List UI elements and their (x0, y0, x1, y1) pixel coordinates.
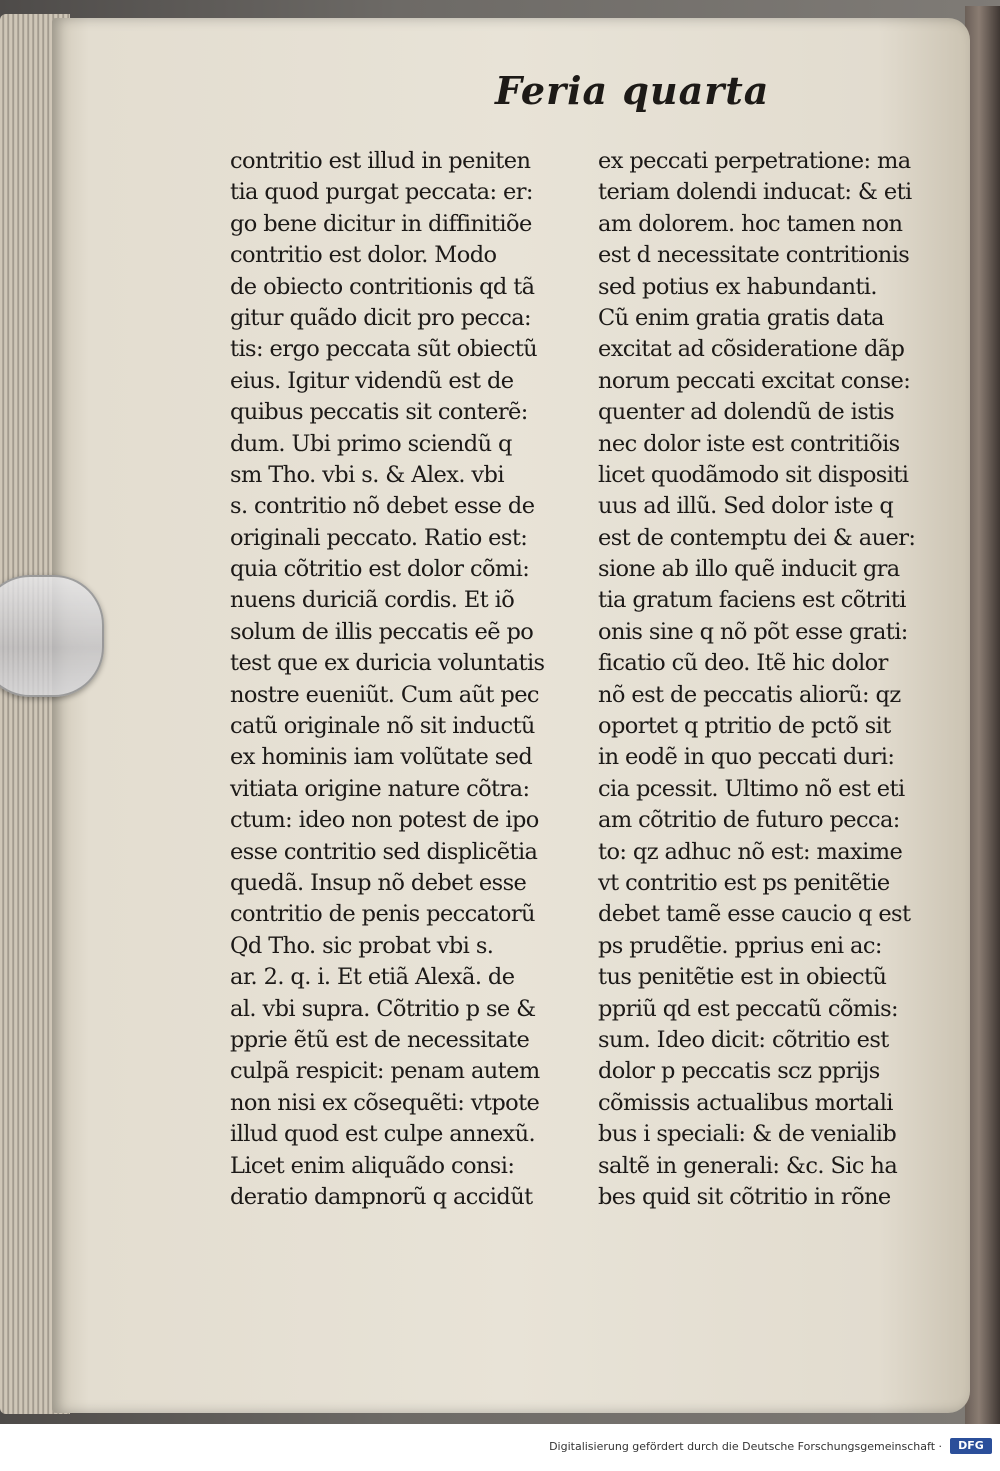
text-line: norum peccati excitat conse: (598, 367, 911, 394)
text-line: quenter ad dolendũ de istis (598, 399, 895, 426)
text-line: nõ est de peccatis aliorũ: qz (598, 681, 901, 708)
text-line: s. contritio nõ debet esse de (230, 493, 535, 520)
text-line: gitur quãdo dicit pro pecca: (230, 304, 532, 331)
text-line: uus ad illũ. Sed dolor iste q (598, 493, 894, 520)
dfg-logo-icon: DFG (950, 1438, 992, 1454)
text-line: catũ originale nõ sit inductũ (230, 713, 535, 740)
text-line: tia quod purgat peccata: er: (230, 179, 533, 206)
text-line: ficatio cũ deo. Itẽ hic dolor (598, 650, 888, 677)
footer-bar (0, 1424, 1000, 1471)
text-line: Licet enim aliquãdo consi: (230, 1152, 515, 1179)
text-line: test que ex duricia voluntatis (230, 650, 545, 677)
text-line: bus i speciali: & de venialib (598, 1121, 897, 1148)
text-line: ex hominis iam volũtate sed (230, 744, 533, 771)
text-line: deratio dampnorũ q accidũt (230, 1183, 533, 1210)
text-column-right (598, 146, 934, 1213)
text-line: solum de illis peccatis eẽ po (230, 618, 534, 645)
text-line: quibus peccatis sit conterẽ: (230, 399, 528, 426)
text-line: to: qz adhuc nõ est: maxime (598, 838, 903, 865)
text-line: ctum: ideo non potest de ipo (230, 807, 539, 834)
text-line: oportet q ptritio de pctõ sit (598, 713, 891, 740)
text-line: dolor p peccatis scz pprijs (598, 1058, 880, 1085)
text-line: Cũ enim gratia gratis data (598, 304, 884, 331)
text-line: contritio est dolor. Modo (230, 242, 497, 269)
text-line: licet quodãmodo sit dispositi (598, 461, 909, 488)
text-line: est de contemptu dei & auer: (598, 524, 916, 551)
page-clip (0, 575, 104, 697)
text-line: sm Tho. vbi s. & Alex. vbi (230, 461, 504, 488)
page-heading: Feria quarta (495, 68, 770, 113)
text-line: bes quid sit cõtritio in rõne (598, 1183, 891, 1210)
text-line: excitat ad cõsideratione dãp (598, 336, 905, 363)
text-line: sione ab illo quẽ inducit gra (598, 556, 900, 583)
text-line: am cõtritio de futuro pecca: (598, 807, 900, 834)
text-line: al. vbi supra. Cõtritio p se & (230, 995, 536, 1022)
text-line: onis sine q nõ põt esse grati: (598, 618, 908, 645)
text-line: eius. Igitur videndũ est de (230, 367, 514, 394)
text-line: contritio de penis peccatorũ (230, 901, 535, 928)
text-line: pprie ẽtũ est de necessitate (230, 1026, 530, 1053)
text-line: tus penitẽtie est in obiectũ (598, 964, 887, 991)
text-line: dum. Ubi primo sciendũ q (230, 430, 512, 457)
text-line: sum. Ideo dicit: cõtritio est (598, 1026, 889, 1053)
text-line: nuens duriciã cordis. Et iõ (230, 587, 515, 614)
text-line: culpã respicit: penam autem (230, 1058, 540, 1085)
text-line: originali peccato. Ratio est: (230, 524, 528, 551)
text-line: saltẽ in generali: &c. Sic ha (598, 1152, 898, 1179)
text-line: esse contritio sed displicẽtia (230, 838, 538, 865)
text-line: tia gratum faciens est cõtriti (598, 587, 906, 614)
text-line: de obiecto contritionis qd tã (230, 273, 535, 300)
text-line: cia pcessit. Ultimo nõ est eti (598, 775, 905, 802)
text-line: go bene dicitur in diffinitiõe (230, 210, 532, 237)
text-line: nec dolor iste est contritiõis (598, 430, 900, 457)
text-line: contritio est illud in peniten (230, 148, 531, 174)
text-line: ar. 2. q. i. Et etiã Alexã. de (230, 964, 515, 991)
text-line: teriam dolendi inducat: & eti (598, 179, 912, 206)
text-line: vt contritio est ps penitẽtie (598, 869, 890, 896)
text-line: quedã. Insup nõ debet esse (230, 869, 527, 896)
text-line: am dolorem. hoc tamen non (598, 210, 903, 237)
book-cover-edge (965, 6, 1000, 1426)
text-line: sed potius ex habundanti. (598, 273, 877, 300)
text-line: Qd Tho. sic probat vbi s. (230, 932, 494, 959)
text-column-left (230, 146, 580, 1213)
text-line: nostre eueniũt. Cum aũt pec (230, 681, 539, 708)
text-line: cõmissis actualibus mortali (598, 1089, 893, 1116)
text-line: tis: ergo peccata sũt obiectũ (230, 336, 538, 363)
text-line: vitiata origine nature cõtra: (230, 775, 530, 802)
text-line: quia cõtritio est dolor cõmi: (230, 556, 530, 583)
text-line: ppriũ qd est peccatũ cõmis: (598, 995, 899, 1022)
text-line: debet tamẽ esse caucio q est (598, 901, 911, 928)
funding-credit: Digitalisierung gefördert durch die Deutsche Forschungsgemeinschaft · (549, 1440, 942, 1453)
text-line: in eodẽ in quo peccati duri: (598, 744, 895, 771)
text-line: non nisi ex cõsequẽti: vtpote (230, 1089, 540, 1116)
text-line: illud quod est culpe annexũ. (230, 1121, 536, 1148)
text-line: ex peccati perpetratione: ma (598, 148, 911, 174)
text-line: ps prudẽtie. pprius eni ac: (598, 932, 882, 959)
text-line: est d necessitate contritionis (598, 242, 910, 269)
